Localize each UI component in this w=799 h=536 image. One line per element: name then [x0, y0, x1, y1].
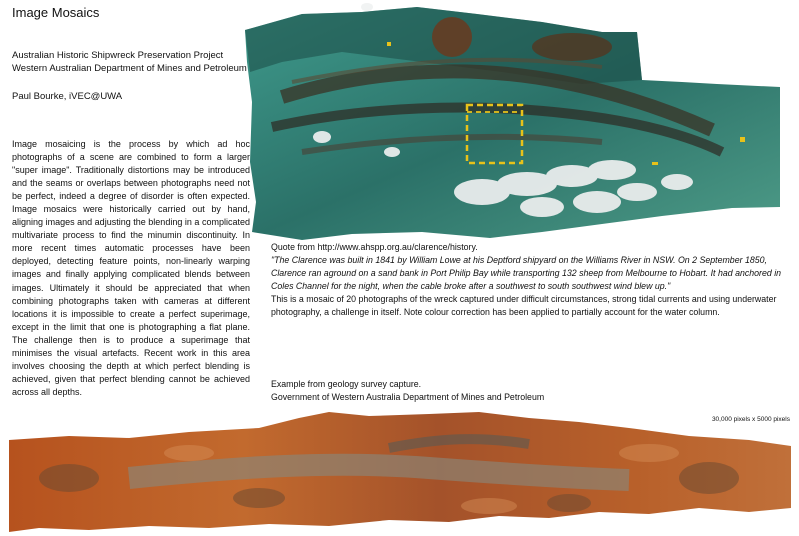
image-size-label: 30,000 pixels x 5000 pixels	[711, 416, 790, 423]
clarence-quote: "The Clarence was built in 1841 by William Lowe at his Deptford shipyard on the Williams River in NSW. On 2 September 1850, Clarence ran aground on a sand bank in Port Philip Bay while transporting 132 sheep from Melbourne to Hobart. It had anchored in Coles Channel for the night, when the cable broke after a southwest to south southwest wind blew up."	[271, 255, 782, 291]
geology-mosaic-image	[9, 408, 791, 536]
affiliation	[12, 49, 247, 75]
quote-source: Quote from http://www.ahspp.org.au/clarence/history.	[271, 242, 478, 252]
wreck-mosaic-image	[242, 2, 782, 240]
geology-caption-line2: Government of Western Australia Department of Mines and Petroleum	[271, 391, 545, 402]
geology-caption	[271, 378, 544, 403]
author-credit: Paul Bourke, iVEC@UWA	[12, 91, 123, 102]
wreck-description	[271, 241, 786, 319]
affiliation-department: Western Australian Department of Mines and Petroleum	[12, 63, 247, 74]
page-title: Image Mosaics	[12, 5, 100, 20]
geology-caption-line1: Example from geology survey capture.	[271, 379, 422, 389]
mosaic-note: This is a mosaic of 20 photographs of the wreck captured under difficult circumstances, strong tidal currents and using underwater photography, a challenge in itself. Note colour correction has been applied to partially account for the water column.	[271, 294, 777, 317]
description-text: Image mosaicing is the process by which ad hoc photographs of a scene are combined to form a larger "super image". Traditionally distortions may be introduced and the seams or overlaps between photographs need not be perfect, indeed a degree of disorder is often expected. Image mosaics were historically carried out by hand, aligning images and adjusting the blending in a complicated multivariate process to find the minumin discontinuity. In more recent times automatic processes have been deployed, detecting feature points, non-linearly warping images and finally applying complicated blends between images. Ultimately it should be appreciated that when combining photographs taken with cameras at different locations it is impossible to create a perfect superimage, except in the limit that one is photographing a flat plane. The challenge then is to produce a superimage that minimises the visual artefacts. Recent work in this area involves choosing the depth at which perfect blending is achieved, given that perfect blending cannot be achieved across all depths.	[12, 139, 250, 397]
affiliation-project: Australian Historic Shipwreck Preservation Project	[12, 50, 224, 61]
